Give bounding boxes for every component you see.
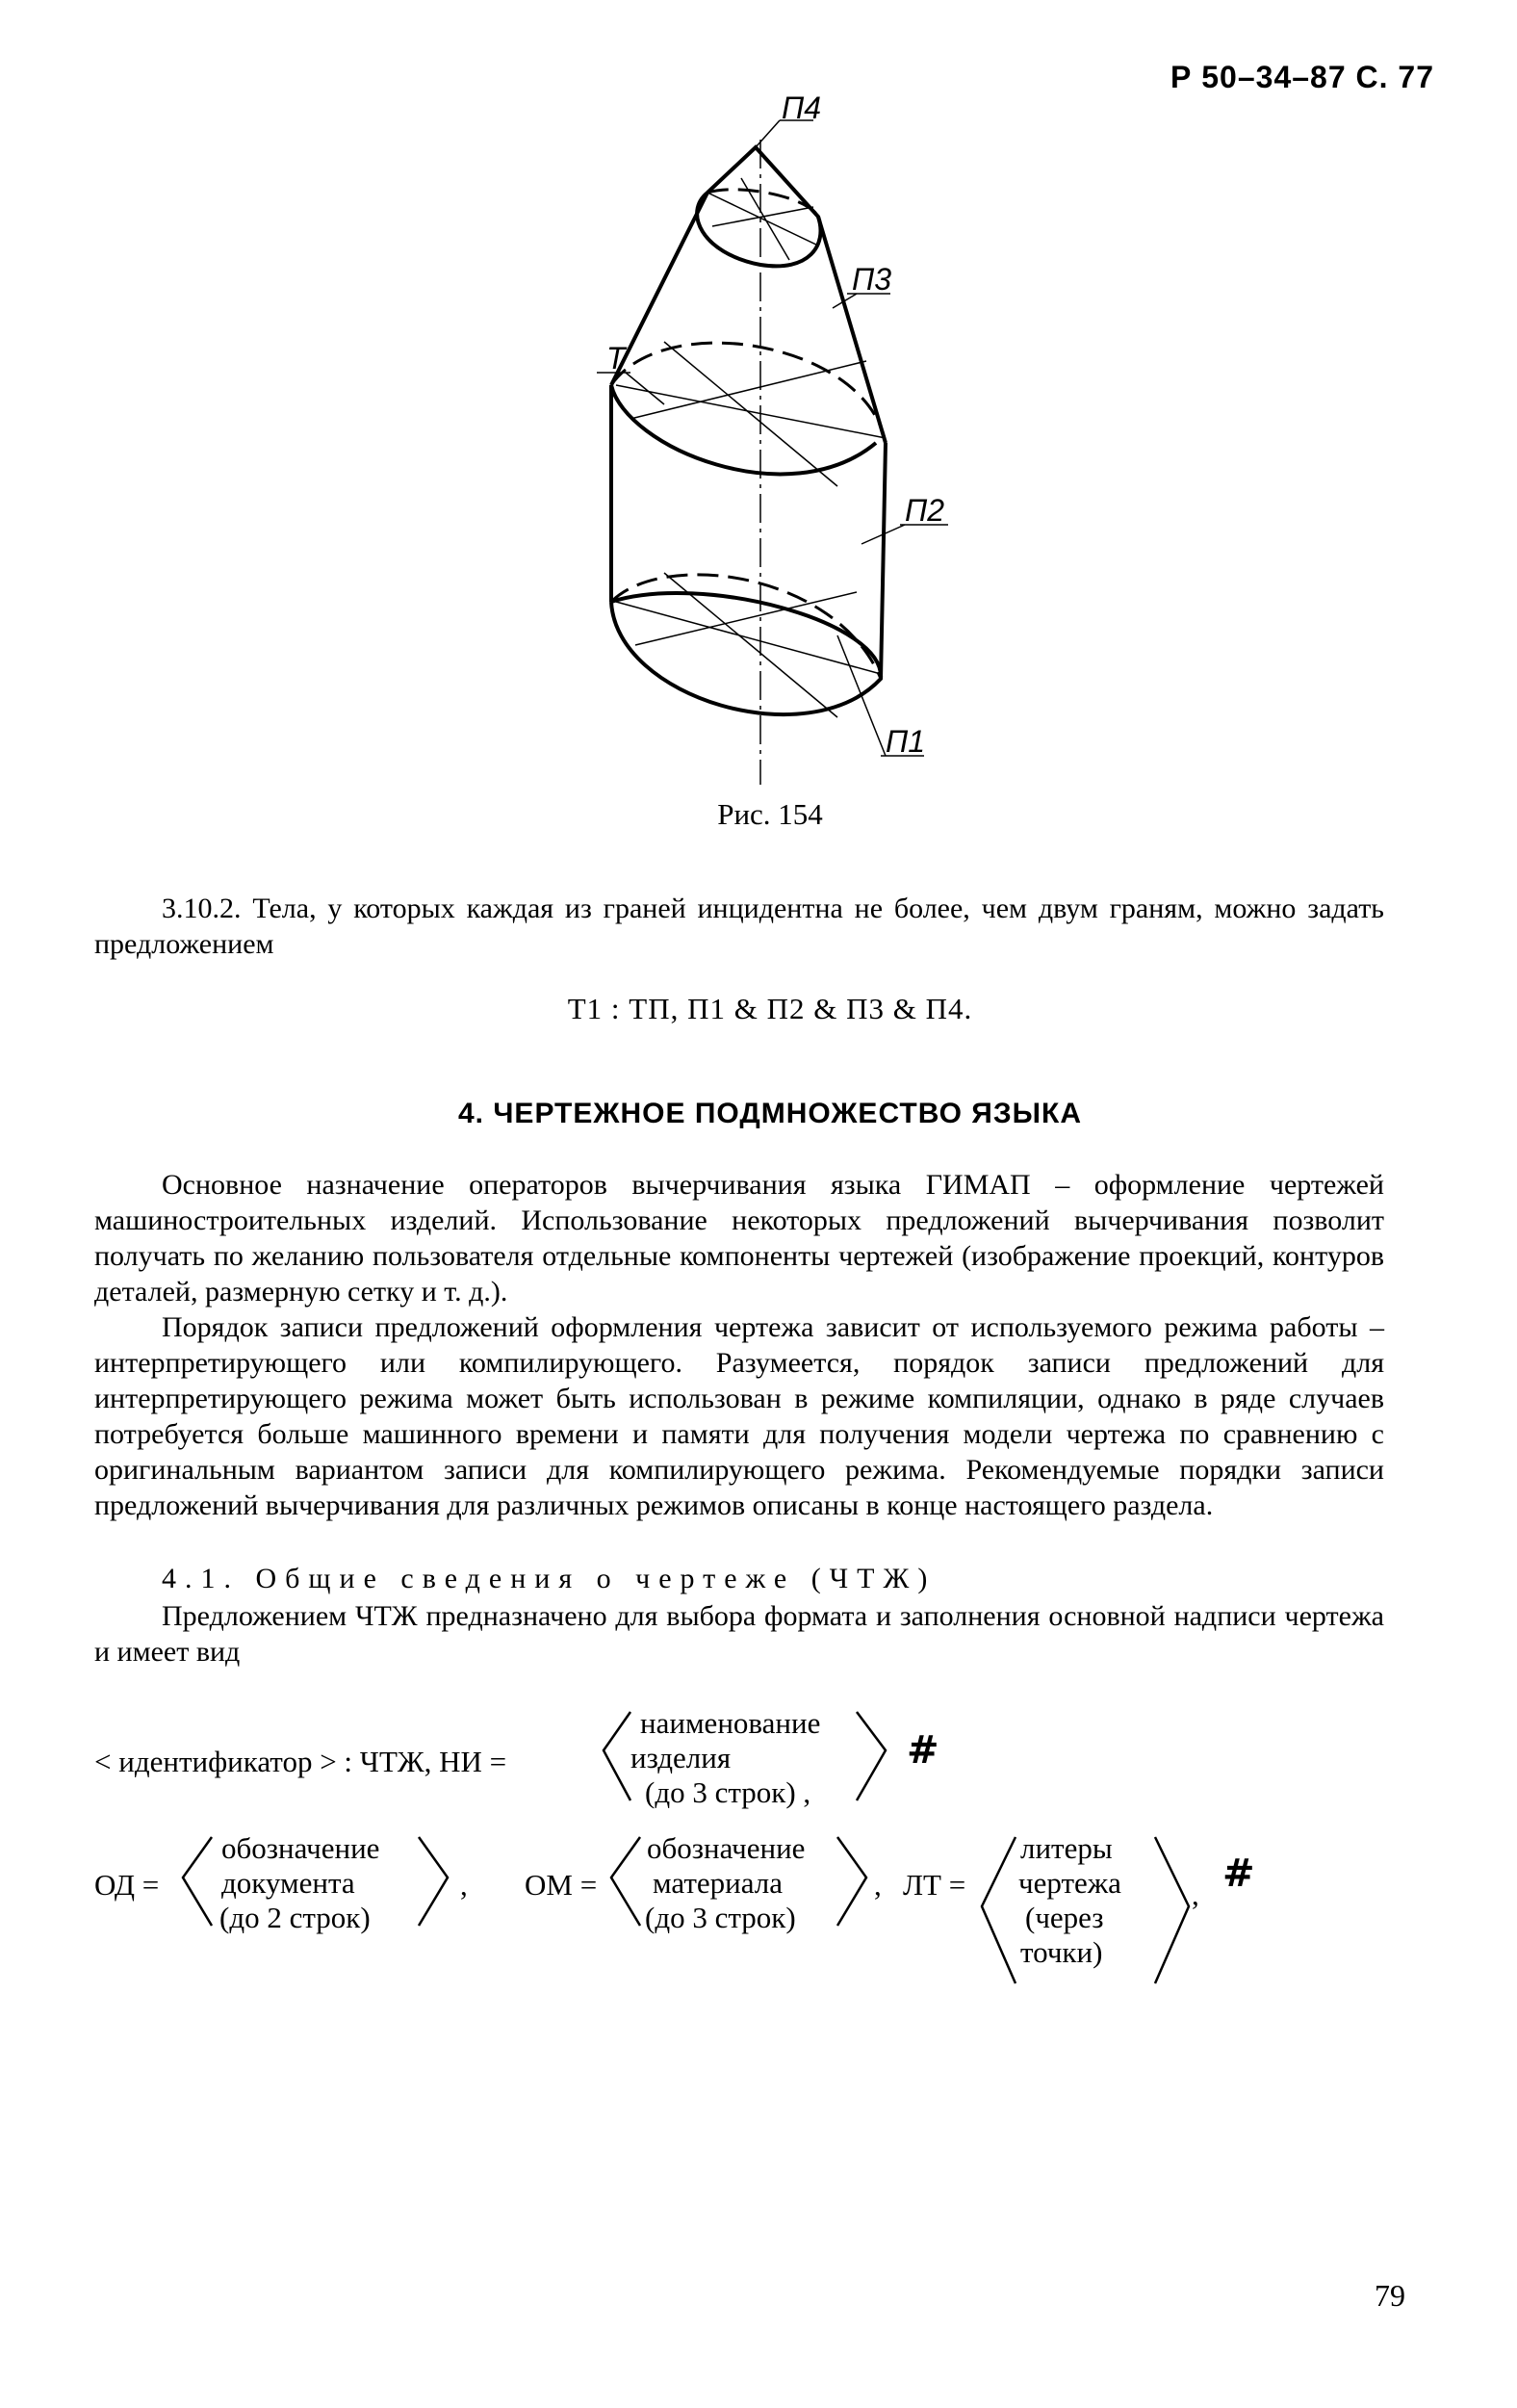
cylinder-right-edge bbox=[881, 443, 886, 679]
figure-caption: Рис. 154 bbox=[717, 797, 823, 831]
label-p4: П4 bbox=[782, 91, 821, 125]
syntax-od-item3: (до 2 строк) bbox=[219, 1901, 371, 1934]
hatch-4 bbox=[616, 385, 886, 438]
syntax-comma-om: , bbox=[874, 1868, 882, 1902]
leader-p4 bbox=[756, 120, 780, 147]
hatch-5 bbox=[630, 361, 866, 419]
middle-ellipse-front bbox=[611, 385, 876, 474]
syntax-lt-item1: литеры bbox=[1020, 1831, 1113, 1865]
syntax-od-label: ОД = bbox=[94, 1868, 160, 1902]
hash-symbol-2: # bbox=[1222, 1851, 1255, 1896]
syntax-lt-item3: (через bbox=[1025, 1901, 1104, 1934]
label-p3: П3 bbox=[852, 262, 891, 297]
syntax-od-item1: обозначение bbox=[221, 1831, 380, 1865]
page-number: 79 bbox=[1375, 2278, 1405, 2313]
leader-p1 bbox=[837, 635, 886, 756]
syntax-row1-item1: наименование bbox=[640, 1706, 821, 1740]
hash-symbol-1: # bbox=[907, 1728, 939, 1773]
cone-right-edge bbox=[818, 217, 886, 443]
hatch-2 bbox=[712, 207, 813, 226]
subsection-4-1: 4.1. Общие сведения о чертеже (ЧТЖ) bbox=[162, 1563, 937, 1594]
page-header: Р 50–34–87 С. 77 bbox=[1170, 60, 1434, 94]
syntax-comma-lt: , bbox=[1192, 1877, 1199, 1911]
syntax-om-item2: материала bbox=[653, 1866, 784, 1900]
syntax-row1-item2: изделия bbox=[630, 1741, 732, 1774]
hatch-6 bbox=[664, 342, 837, 486]
syntax-od-item2: документа bbox=[221, 1866, 355, 1900]
paragraph-chtzh: Предложением ЧТЖ предназначено для выбора формата и заполнения основной надписи чертежа и имеет вид bbox=[94, 1600, 1384, 1668]
paragraph-order: Порядок записи предложений оформления чертежа зависит от используемого режима работы – интерпретирующего или компилирующего. Разумеется, порядок записи предложений для интерпретирующего режима может быть использован в режиме компиляции, однако в ряде случаев потребуется больше машинного времени и памяти для получения модели чертежа по сравнению с оригинальным вариантом записи для компилирующего режима. Рекомендуемые порядки записи предложений вычерчивания для различных режимов описаны в конце настоящего раздела. bbox=[94, 1311, 1384, 1521]
syntax-lt-label: ЛТ = bbox=[903, 1868, 966, 1902]
section-title: 4. ЧЕРТЕЖНОЕ ПОДМНОЖЕСТВО ЯЗЫКА bbox=[458, 1098, 1082, 1129]
apex-hidden-arc bbox=[707, 190, 818, 217]
cone-left-edge bbox=[611, 193, 707, 385]
syntax-om-item1: обозначение bbox=[647, 1831, 806, 1865]
syntax-lt-item2: чертежа bbox=[1018, 1866, 1121, 1900]
label-t: Т bbox=[606, 341, 626, 375]
syntax-om-label: ОМ = bbox=[525, 1868, 598, 1902]
label-p2: П2 bbox=[905, 493, 944, 528]
syntax-lt-item4: точки) bbox=[1020, 1935, 1103, 1969]
paragraph-main-purpose: Основное назначение операторов вычерчивания языка ГИМАП – оформление чертежей машиностроительных изделий. Использование некоторых предложений вычерчивания позволит получать по желанию пользователя отдельные компоненты чертежей (изображение проекций, контуров деталей, размерную сетку и т. д.). bbox=[94, 1169, 1384, 1308]
syntax-row1-left: < идентификатор > : ЧТЖ, НИ = bbox=[94, 1745, 507, 1778]
syntax-row1-item3: (до 3 строк) , bbox=[645, 1775, 811, 1809]
syntax-om-item3: (до 3 строк) bbox=[645, 1901, 796, 1934]
formula-t1: Т1 : ТП, П1 & П2 & П3 & П4. bbox=[567, 992, 973, 1025]
paragraph-3-10-2: 3.10.2. Тела, у которых каждая из граней инцидентна не более, чем двум граням, можно задать предложением bbox=[94, 893, 1384, 960]
label-p1: П1 bbox=[886, 724, 925, 759]
hatch-7 bbox=[616, 602, 881, 674]
syntax-comma-od: , bbox=[460, 1868, 468, 1902]
figure-154-drawing bbox=[520, 91, 982, 794]
